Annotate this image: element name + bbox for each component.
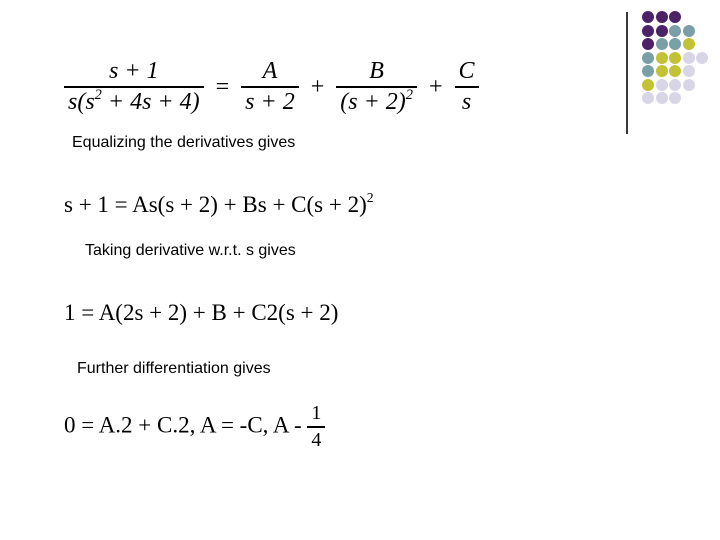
equalized-equation-exponent: 2: [366, 190, 374, 205]
decorative-dot: [642, 52, 654, 64]
caption-first-derivative: Taking derivative w.r.t. s gives: [85, 242, 296, 259]
equalized-equation-text: s + 1 = As(s + 2) + Bs + C(s + 2): [64, 192, 367, 217]
term-b-den-exponent: 2: [405, 87, 413, 103]
quarter-numerator: 1: [311, 402, 322, 424]
term-a-denominator: s + 2: [245, 89, 295, 115]
decorative-dot: [669, 52, 681, 64]
decorative-dot: [683, 79, 695, 91]
decorative-dot: [642, 79, 654, 91]
equals-sign: =: [215, 73, 230, 100]
term-c-denominator: s: [461, 89, 472, 115]
term-b-fraction: [336, 58, 417, 116]
decorative-dot: [683, 38, 695, 50]
decorative-dot: [642, 65, 654, 77]
decorative-dot: [683, 25, 695, 37]
term-c-numerator: C: [458, 58, 475, 84]
second-derivative-equation: [64, 402, 325, 452]
second-derivative-text: 0 = A.2 + C.2, A = -C, A -: [64, 412, 308, 438]
decorative-dot: [669, 92, 681, 104]
partial-fraction-equation: [64, 58, 479, 116]
term-a-fraction: [241, 58, 299, 116]
decorative-dot: [656, 38, 668, 50]
decorative-dot: [656, 11, 668, 23]
decorative-dot: [642, 11, 654, 23]
decorative-dot: [642, 25, 654, 37]
decorative-dot: [683, 52, 695, 64]
decorative-dot: [642, 38, 654, 50]
fraction-bar: [455, 86, 479, 88]
decorative-dot: [656, 92, 668, 104]
decorative-dot: [669, 65, 681, 77]
decorative-dot: [669, 38, 681, 50]
caption-further-differentiation: Further differentiation gives: [77, 360, 271, 377]
decorative-dot: [656, 52, 668, 64]
equalized-equation: [64, 192, 374, 218]
decorative-dot: [642, 92, 654, 104]
decorative-dot: [696, 52, 708, 64]
fraction-bar: [64, 86, 204, 88]
decorative-dot: [656, 65, 668, 77]
decorative-dot: [669, 25, 681, 37]
lhs-denominator: [64, 89, 204, 116]
vertical-divider: [626, 12, 628, 134]
lhs-den-part-a: s(s: [68, 89, 95, 115]
lhs-den-exponent: 2: [94, 87, 102, 103]
term-b-denominator: [336, 89, 417, 116]
quarter-denominator: 4: [311, 429, 322, 451]
lhs-den-part-b: + 4s + 4): [101, 89, 200, 115]
lhs-numerator: s + 1: [109, 58, 159, 84]
quarter-fraction: [307, 402, 325, 452]
term-a-numerator: A: [262, 58, 278, 84]
plus-sign: +: [310, 73, 325, 100]
decorative-dot: [656, 79, 668, 91]
plus-sign: +: [428, 73, 443, 100]
fraction-bar: [241, 86, 299, 88]
fraction-bar: [307, 426, 325, 428]
caption-equalizing: Equalizing the derivatives gives: [72, 134, 296, 151]
decorative-dot: [683, 65, 695, 77]
lhs-fraction: [64, 58, 204, 116]
term-c-fraction: [455, 58, 479, 116]
decorative-dot: [669, 79, 681, 91]
term-b-numerator: B: [369, 58, 384, 84]
term-b-den-base: (s + 2): [340, 89, 406, 115]
decorative-dot: [669, 11, 681, 23]
first-derivative-equation: 1 = A(2s + 2) + B + C2(s + 2): [64, 300, 339, 325]
decorative-dot: [656, 25, 668, 37]
fraction-bar: [336, 86, 417, 88]
